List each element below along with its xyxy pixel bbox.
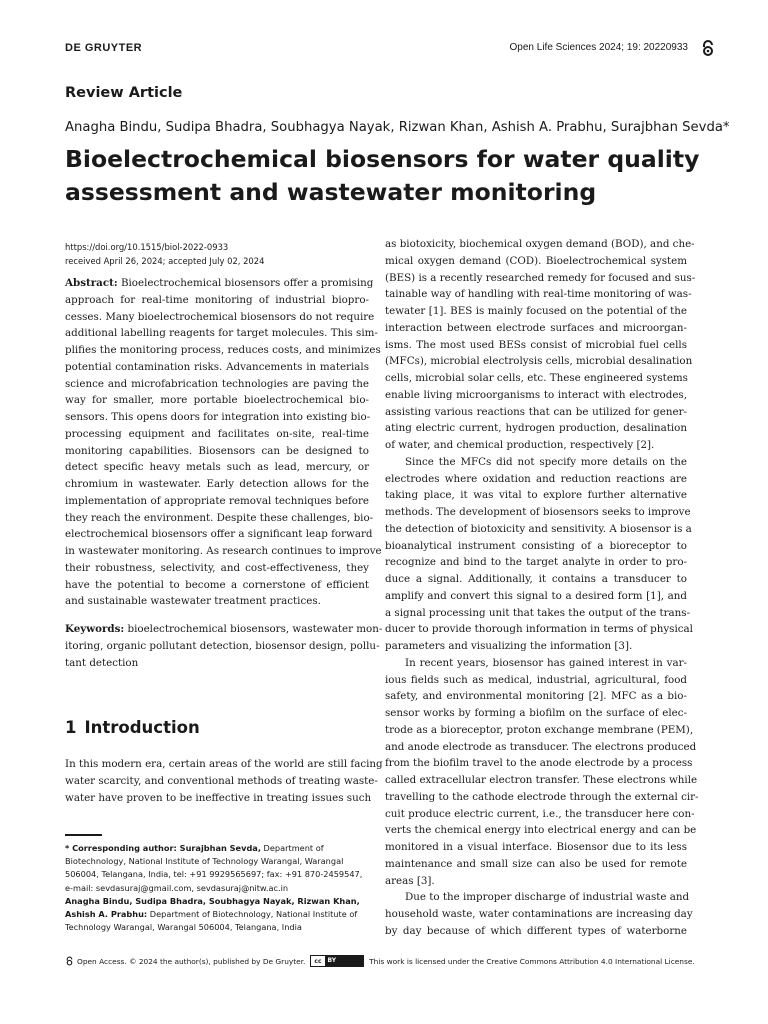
body-text-line: recognize and bind to the target analyte in order to pro- [385, 556, 687, 569]
body-text-line: of water, and chemical production, respectively [2]. [385, 439, 655, 451]
footnote-email-line: e-mail: sevdasuraj@gmail.com, sevdasuraj@nitw.ac.in [65, 882, 289, 893]
open-access-statement: Open Access. © 2024 the author(s), published by De Gruyter. [77, 956, 306, 966]
footnote-line: Department of [260, 843, 324, 853]
body-text-line: from the biofilm travel to the anode electrode by a process [385, 757, 693, 770]
body-text-line: isms. The most used BESs consist of microbial fuel cells [385, 338, 687, 351]
abstract-line: in wastewater monitoring. As research continues to improve [65, 545, 382, 557]
body-text-line: monitored in a visual interface. Biosensor due to its less [385, 841, 687, 853]
body-text-line: ating electric current, hydrogen production, desalination [385, 422, 687, 435]
body-text-line: Due to the improper discharge of industrial waste and [405, 891, 690, 904]
received-accepted-dates: received April 26, 2024; accepted July 02, 2024 [65, 256, 265, 266]
body-text-line: duce a signal. Additionally, it contains a transducer to [385, 573, 687, 585]
abstract-line: and sustainable wastewater treatment practices. [65, 595, 321, 608]
body-text-line: mical oxygen demand (COD). Bioelectrochemical system [385, 254, 687, 267]
footnote-line: Department of Biotechnology, National Institute of [147, 909, 358, 920]
body-text-line: taking place, it was vital to explore further alternative [385, 489, 687, 502]
abstract-line: science and microfabrication technologies are paving the [65, 377, 369, 390]
keywords-line: bioelectrochemical biosensors, wastewater mon- [124, 623, 383, 635]
cc-label: cc [311, 958, 324, 965]
license-statement: This work is licensed under the Creative Commons Attribution 4.0 International License. [369, 956, 695, 966]
body-text-line: interaction between electrode surfaces and microorgan- [385, 321, 687, 334]
intro-left-text [65, 756, 383, 806]
body-text-line: electrodes where oxidation and reduction reactions are [385, 472, 687, 485]
footnote-line: 506004, Telangana, India, tel: +91 9929565697; fax: +91 870-2459547, [65, 869, 363, 880]
body-text-line: amplify and convert this signal to a desired form [1], and [385, 589, 687, 602]
body-text-line: the detection of biotoxicity and sensitivity. A biosensor is a [385, 522, 692, 535]
article-title [65, 143, 725, 209]
footnote-authors-line: Anagha Bindu, Sudipa Bhadra, Soubhagya Nayak, Rizwan Khan, [65, 895, 360, 906]
body-text-line: (MFCs), microbial electrolysis cells, microbial desalination [385, 355, 693, 368]
abstract-line: have the potential to become a cornerstone of efficient [65, 578, 369, 591]
body-text-line: tewater [1]. BES is mainly focused on the potential of the [385, 305, 687, 317]
body-text-line: sensor works by forming a biofilm on the surface of elec- [385, 707, 687, 719]
footnote-line: Technology Warangal, Warangal 506004, Telangana, India [65, 922, 302, 933]
abstract-line: Bioelectrochemical biosensors offer a promising [117, 277, 374, 289]
section-number: 1 [65, 718, 77, 737]
keywords [65, 621, 383, 671]
abstract-line: chromium in wastewater. Early detection allows for the [65, 478, 369, 490]
body-text-line: a signal processing unit that takes the output of the trans- [385, 606, 691, 619]
abstract-line: their robustness, selectivity, and cost-effectiveness, they [65, 561, 369, 574]
abstract-line: potential contamination risks. Advancements in materials [65, 360, 369, 373]
intro-line: water have proven to be ineffective in treating issues such [65, 791, 372, 804]
article-type: Review Article [65, 85, 183, 101]
body-text-line: In recent years, biosensor has gained interest in var- [405, 656, 687, 669]
open-access-icon [65, 956, 74, 966]
footnote-line: Biotechnology, National Institute of Technology Warangal, Warangal [65, 856, 344, 867]
body-text-line: cuit produce electric current, i.e., the transducer here con- [385, 807, 695, 820]
section-heading-introduction [65, 718, 200, 737]
body-text-line: safety, and environmental monitoring [2]. MFC as a bio- [385, 690, 687, 703]
abstract [65, 275, 382, 610]
doi-link[interactable]: https://doi.org/10.1515/biol-2022-0933 [65, 242, 229, 252]
abstract-line: they reach the environment. Despite these challenges, bio- [65, 511, 374, 524]
body-text-line: tainable way of handling with real-time monitoring of was- [385, 288, 692, 301]
abstract-line: sensors. This opens doors for integration into existing bio- [65, 411, 371, 423]
body-text-line: areas [3]. [385, 874, 435, 887]
body-text-line: and anode electrode as transducer. The electrons produced [385, 740, 697, 753]
body-text-line: as biotoxicity, biochemical oxygen demand (BOD), and che- [385, 238, 695, 250]
section-title: Introduction [84, 718, 200, 737]
article-meta [65, 240, 264, 268]
cc-by-license-icon[interactable] [310, 955, 364, 967]
body-text-line: parameters and visualizing the information [3]. [385, 640, 633, 652]
abstract-line: implementation of appropriate removal techniques before [65, 494, 369, 507]
body-text-line: assisting various reactions that can be utilized for gener- [385, 405, 687, 418]
abstract-line: electrochemical biosensors offer a significant leap forward [65, 528, 373, 541]
body-text-line: cells, microbial solar cells, etc. These engineered systems [385, 372, 688, 384]
open-access-icon [700, 40, 716, 56]
by-label: BY [325, 956, 340, 966]
abstract-line: monitoring capabilities. Biosensors can be designed to [65, 444, 369, 457]
abstract-line: processing equipment and facilitates on-site, real-time [65, 427, 369, 440]
abstract-line: detect specific heavy metals such as lead, mercury, or [65, 461, 369, 474]
publisher-name: DE GRUYTER [65, 42, 143, 54]
page-footer [65, 955, 705, 967]
body-text-line: household waste, water contaminations are increasing day [385, 908, 693, 920]
badge-fill [339, 956, 363, 966]
right-column-text [385, 236, 699, 940]
body-text-line: bioanalytical instrument consisting of a bioreceptor to [385, 539, 687, 552]
abstract-line: cesses. Many bioelectrochemical biosensors do not require [65, 310, 375, 323]
body-text-line: (BES) is a recently researched remedy for focused and sus- [385, 271, 696, 284]
intro-line: water scarcity, and conventional methods of treating waste- [65, 774, 378, 787]
corresponding-author-label: * Corresponding author: Surajbhan Sevda, [65, 843, 261, 853]
body-text-line: by day because of which different types of waterborne [385, 924, 687, 937]
title-line: Bioelectrochemical biosensors for water quality [65, 145, 700, 173]
abstract-line: approach for real-time monitoring of industrial biopro- [65, 293, 369, 306]
body-text-line: verts the chemical energy into electrical energy and can be [385, 824, 697, 837]
body-text-line: called extracellular electron transfer. These electrons while [385, 774, 698, 786]
abstract-label: Abstract: [65, 277, 118, 289]
body-text-line: trode as a bioreceptor, proton exchange membrane (PEM), [385, 723, 694, 736]
body-text-line: travelling to the cathode electrode through the external cir- [385, 790, 699, 803]
footnote-rule [65, 834, 102, 836]
body-text-line: maintenance and small size can also be used for remote [385, 857, 687, 870]
footnote-authors-line: Ashish A. Prabhu: [65, 909, 148, 920]
abstract-line: plifies the monitoring process, reduces costs, and minimizes [65, 344, 381, 356]
abstract-line: additional labelling reagents for target molecules. This sim- [65, 327, 378, 340]
body-text-line: Since the MFCs did not specify more details on the [405, 455, 687, 468]
title-line: assessment and wastewater monitoring [65, 178, 597, 206]
footnote [65, 842, 375, 934]
intro-line: In this modern era, certain areas of the world are still facing [65, 758, 383, 770]
author-list: Anagha Bindu, Sudipa Bhadra, Soubhagya Nayak, Rizwan Khan, Ashish A. Prabhu, Surajbhan Sevda* [65, 120, 730, 135]
keywords-label: Keywords: [65, 623, 125, 635]
body-text-line: ducer to provide thorough information in terms of physical [385, 623, 693, 636]
body-text-line: enable living microorganisms to interact with electrodes, [385, 388, 687, 401]
body-text-line: ious fields such as medical, industrial, agricultural, food [385, 673, 687, 686]
keywords-line: itoring, organic pollutant detection, biosensor design, pollu- [65, 639, 380, 652]
journal-citation: Open Life Sciences 2024; 19: 20220933 [509, 42, 688, 53]
keywords-line: tant detection [65, 656, 139, 669]
body-text-line: methods. The development of biosensors seeks to improve [385, 506, 691, 518]
abstract-line: way for smaller, more portable bioelectrochemical bio- [65, 394, 369, 407]
